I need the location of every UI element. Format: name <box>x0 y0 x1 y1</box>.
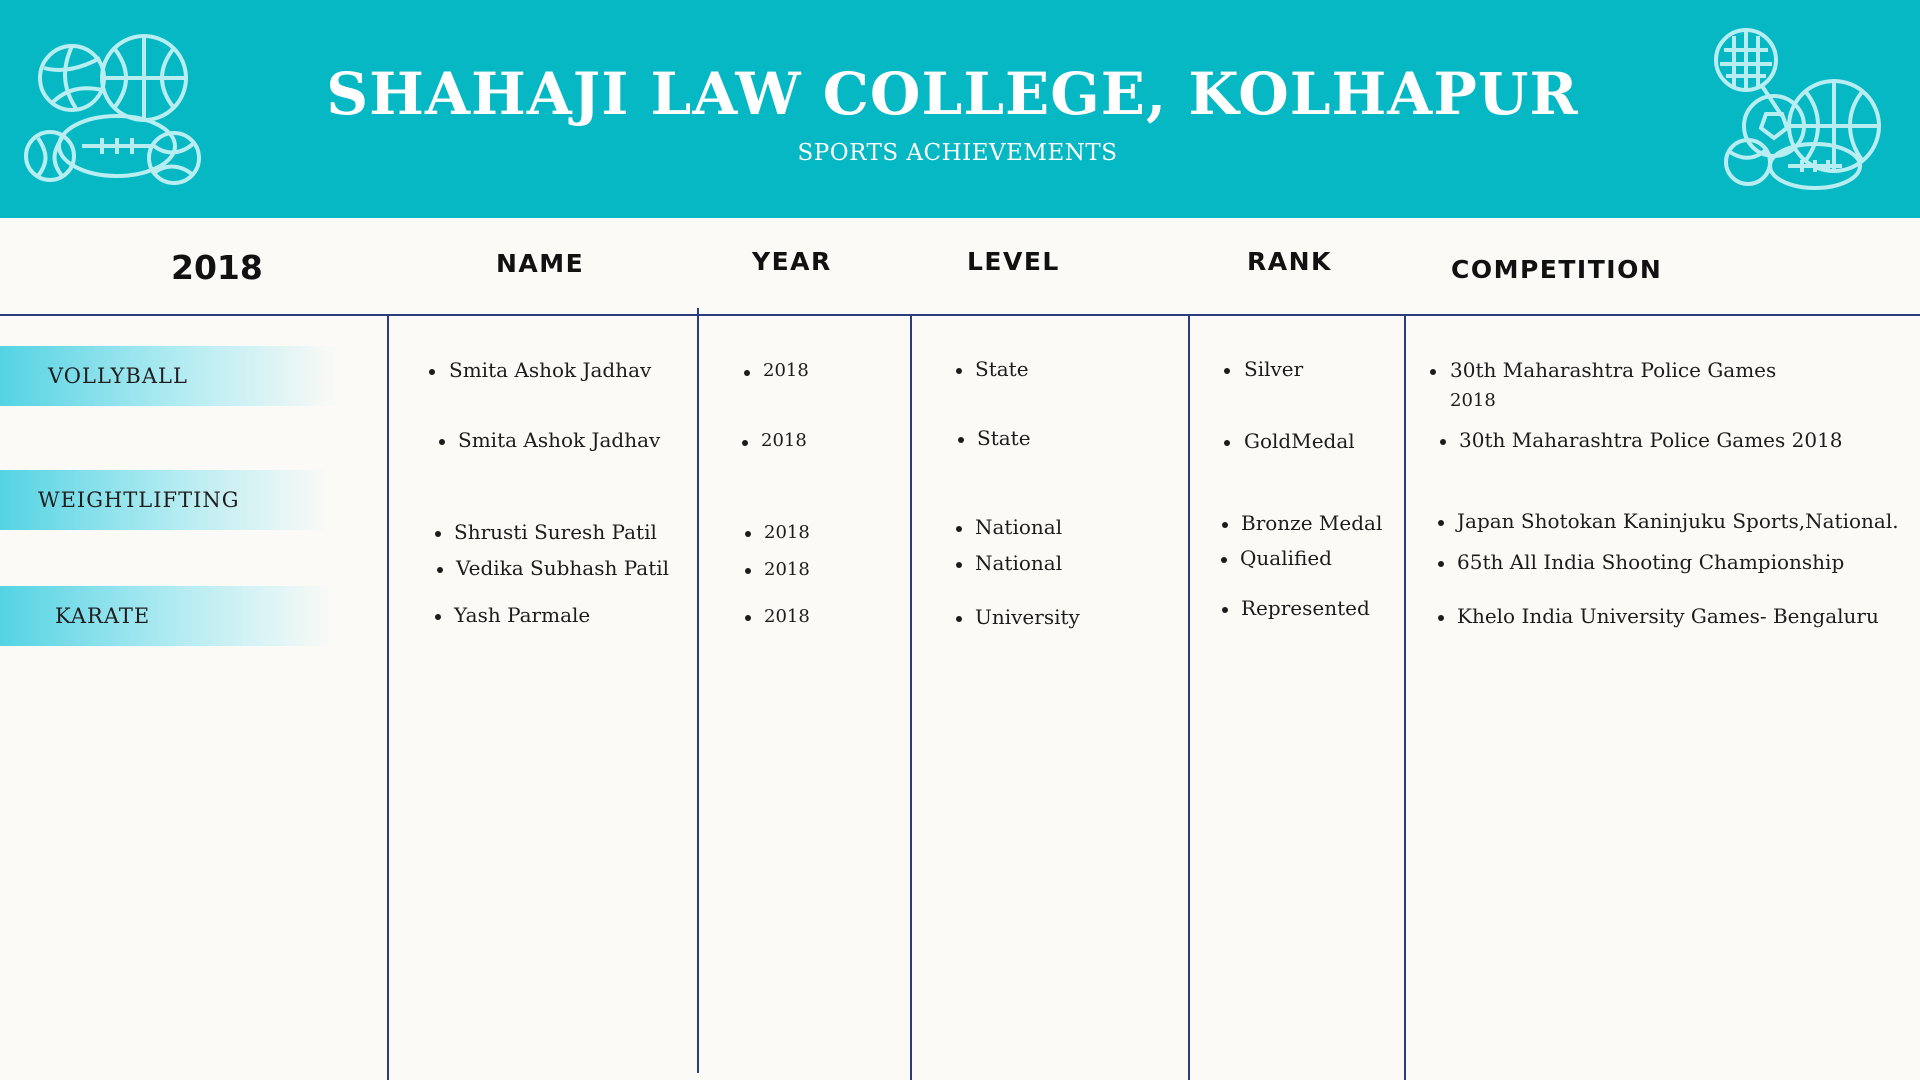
cell-level: National <box>975 515 1063 539</box>
column-divider <box>910 316 912 1080</box>
bullet <box>429 369 435 375</box>
bullet <box>745 531 751 537</box>
header-name: NAME <box>496 249 585 278</box>
bullet <box>1430 369 1436 375</box>
cell-level: State <box>977 426 1031 450</box>
cell-rank: Qualified <box>1240 546 1332 570</box>
cell-year: 2018 <box>764 522 810 543</box>
cell-rank: Silver <box>1244 357 1304 381</box>
bullet <box>435 531 441 537</box>
header-rank: RANK <box>1247 247 1332 276</box>
football-icon <box>1770 144 1860 188</box>
column-divider <box>1188 316 1190 1080</box>
bullet <box>1440 439 1446 445</box>
bullet <box>742 440 748 446</box>
cell-name: Smita Ashok Jadhav <box>449 358 652 382</box>
cell-competition: 65th All India Shooting Championship <box>1457 550 1845 574</box>
bullet <box>744 370 750 376</box>
sport-tag-volleyball: VOLLYBALL <box>0 346 340 406</box>
cell-level: National <box>975 551 1063 575</box>
bullet <box>745 568 751 574</box>
bullet <box>439 439 445 445</box>
cell-rank: Bronze Medal <box>1241 511 1383 535</box>
header-year: YEAR <box>752 247 832 276</box>
sport-tag-karate: KARATE <box>0 586 335 646</box>
bullet <box>437 567 443 573</box>
cell-rank: GoldMedal <box>1244 429 1355 453</box>
page-subtitle: SPORTS ACHIEVEMENTS <box>797 140 1118 166</box>
bullet <box>956 526 962 532</box>
tennis-ball-icon <box>1726 140 1770 184</box>
header-competition: COMPETITION <box>1451 255 1663 284</box>
bullet <box>745 615 751 621</box>
cell-name: Yash Parmale <box>454 603 591 627</box>
header-level: LEVEL <box>967 247 1060 276</box>
header-year-2018: 2018 <box>171 248 263 287</box>
page-title: SHAHAJI LAW COLLEGE, KOLHAPUR <box>326 60 1579 128</box>
cell-competition: Japan Shotokan Kaninjuku Sports,National. <box>1457 509 1899 533</box>
bullet <box>958 437 964 443</box>
cell-level: University <box>975 605 1080 629</box>
cell-name: Vedika Subhash Patil <box>456 556 670 580</box>
bullet <box>956 368 962 374</box>
cell-competition: 30th Maharashtra Police Games 2018 <box>1459 428 1843 452</box>
cell-year: 2018 <box>763 360 809 381</box>
cell-name: Smita Ashok Jadhav <box>458 428 661 452</box>
cell-competition: Khelo India University Games- Bengaluru <box>1457 604 1879 628</box>
header-banner <box>0 0 1920 218</box>
cell-year: 2018 <box>764 559 810 580</box>
bullet <box>1224 440 1230 446</box>
cell-level: State <box>975 357 1029 381</box>
bullet <box>1438 615 1444 621</box>
bullet <box>1438 520 1444 526</box>
cell-year: 2018 <box>764 606 810 627</box>
bullet <box>1222 607 1228 613</box>
bullet <box>956 562 962 568</box>
sport-tag-weightlifting: WEIGHTLIFTING <box>0 470 330 530</box>
bullet <box>1221 557 1227 563</box>
column-divider <box>697 308 699 1073</box>
cell-rank: Represented <box>1241 596 1370 620</box>
column-divider <box>387 316 389 1080</box>
column-divider <box>1404 316 1406 1080</box>
bullet <box>1224 368 1230 374</box>
cell-name: Shrusti Suresh Patil <box>454 520 657 544</box>
cell-competition-continued: 2018 <box>1450 390 1496 411</box>
cell-year: 2018 <box>761 430 807 451</box>
header-divider <box>0 314 1920 316</box>
tennis-racket-icon <box>1716 30 1782 116</box>
cell-competition: 30th Maharashtra Police Games <box>1450 358 1777 382</box>
bullet <box>435 614 441 620</box>
bullet <box>956 616 962 622</box>
bullet <box>1438 561 1444 567</box>
bullet <box>1222 522 1228 528</box>
sports-balls-icon-right <box>1710 26 1890 196</box>
